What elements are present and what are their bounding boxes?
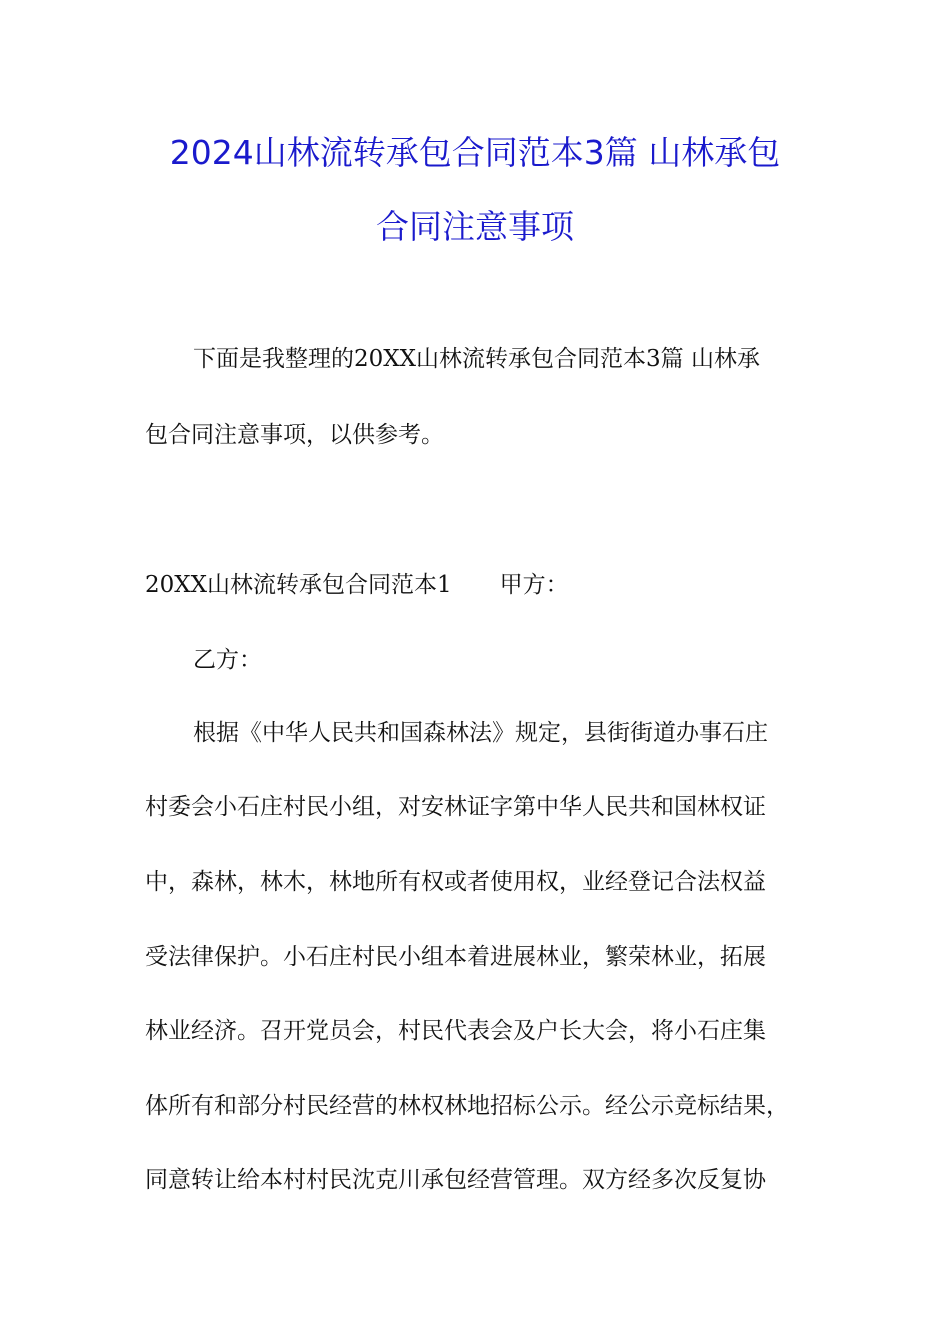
body-line-3: 中，森林，林木，林地所有权或者使用权，业经登记合法权益 — [145, 869, 766, 895]
party-b-label: 乙方： — [193, 647, 262, 673]
document-title-line-1: 2024山林流转承包合同范本3篇 山林承包 — [169, 133, 781, 172]
body-line-1: 根据《中华人民共和国森林法》规定，县街街道办事石庄 — [193, 720, 768, 746]
document-title-line-2: 合同注意事项 — [376, 207, 574, 246]
intro-line-2: 包合同注意事项，以供参考。 — [145, 422, 444, 448]
intro-line-1: 下面是我整理的20XX山林流转承包合同范本3篇 山林承 — [193, 346, 760, 372]
section-heading: 20XX山林流转承包合同范本1 — [145, 572, 452, 598]
body-line-2: 村委会小石庄村民小组，对安林证字第中华人民共和国林权证 — [145, 794, 766, 820]
section-heading-row — [145, 570, 815, 600]
body-line-7: 同意转让给本村村民沈克川承包经营管理。双方经多次反复协 — [145, 1167, 766, 1193]
body-line-4: 受法律保护。小石庄村民小组本着进展林业，繁荣林业，拓展 — [145, 944, 766, 970]
body-line-6: 体所有和部分村民经营的林权林地招标公示。经公示竞标结果， — [145, 1093, 789, 1119]
party-a-label: 甲方： — [499, 572, 569, 598]
body-line-5: 林业经济。召开党员会，村民代表会及户长大会，将小石庄集 — [145, 1018, 766, 1044]
